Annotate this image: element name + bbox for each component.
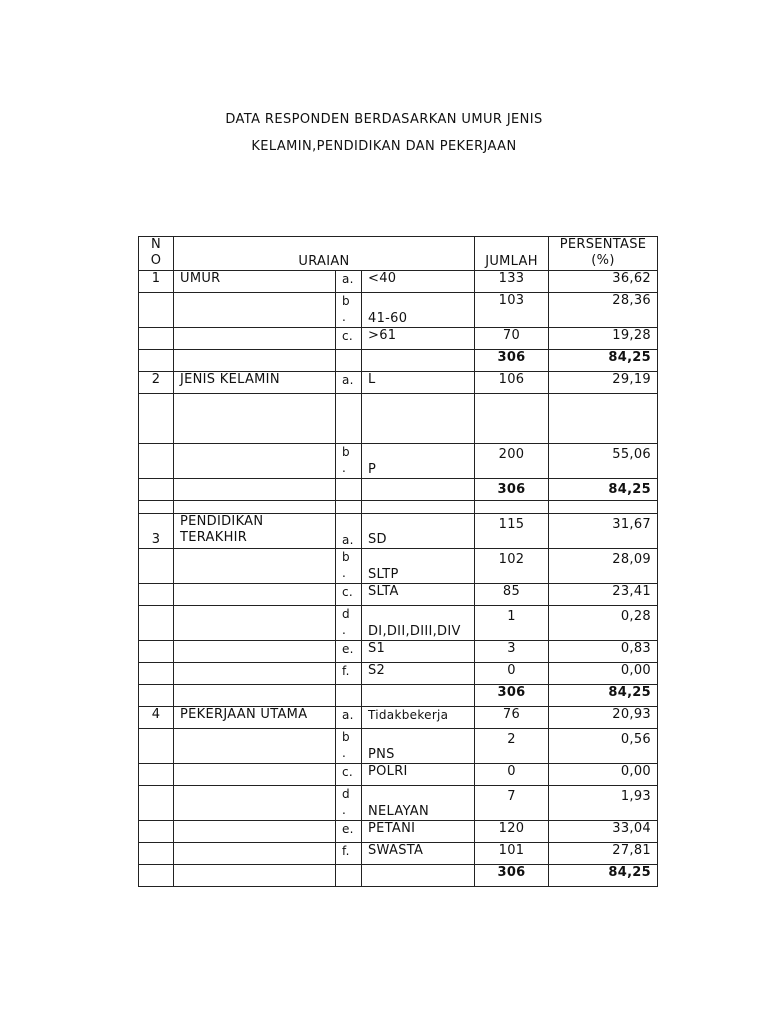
table-row	[139, 514, 658, 549]
item-text: SD	[362, 514, 475, 549]
item-text: POLRI	[362, 764, 475, 786]
item-jumlah: 106	[475, 372, 549, 394]
item-jumlah: 0	[475, 764, 549, 786]
item-letter: a.	[336, 372, 362, 394]
table-row	[139, 584, 658, 606]
item-text: >61	[362, 328, 475, 350]
item-persentase: 31,67	[549, 514, 658, 549]
item-text: S2	[362, 663, 475, 685]
table-row	[139, 786, 658, 821]
document-title-line2: KELAMIN,PENDIDIKAN DAN PEKERJAAN	[251, 139, 517, 154]
total-jumlah: 306	[475, 350, 549, 372]
item-persentase: 0,28	[549, 606, 658, 641]
header-uraian: URAIAN	[174, 237, 475, 271]
item-text: <40	[362, 271, 475, 293]
table-row	[139, 821, 658, 843]
total-jumlah: 306	[475, 479, 549, 501]
group-label: PENDIDIKAN TERAKHIR	[174, 514, 336, 549]
item-text: NELAYAN	[362, 786, 475, 821]
total-persentase: 84,25	[549, 685, 658, 707]
item-text: SWASTA	[362, 843, 475, 865]
item-letter: d .	[336, 786, 362, 821]
item-persentase: 36,62	[549, 271, 658, 293]
item-text: P	[362, 444, 475, 479]
item-letter: f.	[336, 843, 362, 865]
table-row	[139, 549, 658, 584]
item-letter: c.	[336, 584, 362, 606]
table-spacer-row	[139, 394, 658, 444]
item-text: S1	[362, 641, 475, 663]
table-total-row	[139, 865, 658, 887]
header-jumlah: JUMLAH	[475, 237, 549, 271]
item-persentase: 33,04	[549, 821, 658, 843]
item-persentase: 28,36	[549, 293, 658, 328]
table-row	[139, 843, 658, 865]
item-letter: a.	[336, 271, 362, 293]
group-number: 4	[139, 707, 174, 729]
item-persentase: 20,93	[549, 707, 658, 729]
item-letter: b .	[336, 293, 362, 328]
table-total-row	[139, 685, 658, 707]
total-jumlah: 306	[475, 685, 549, 707]
table-spacer-row	[139, 501, 658, 514]
document-title-line1: DATA RESPONDEN BERDASARKAN UMUR JENIS	[225, 112, 543, 127]
table-row	[139, 444, 658, 479]
respondent-data-table	[138, 236, 658, 887]
item-persentase: 0,83	[549, 641, 658, 663]
table-header-row	[139, 237, 658, 271]
group-label: PEKERJAAN UTAMA	[174, 707, 336, 729]
item-letter: a.	[336, 514, 362, 549]
total-persentase: 84,25	[549, 350, 658, 372]
group-label: JENIS KELAMIN	[174, 372, 336, 394]
header-persentase: PERSENTASE (%)	[549, 237, 658, 271]
table-row	[139, 729, 658, 764]
item-letter: a.	[336, 707, 362, 729]
item-jumlah: 7	[475, 786, 549, 821]
item-text: SLTA	[362, 584, 475, 606]
item-jumlah: 115	[475, 514, 549, 549]
table-row	[139, 293, 658, 328]
item-jumlah: 76	[475, 707, 549, 729]
item-jumlah: 200	[475, 444, 549, 479]
item-persentase: 29,19	[549, 372, 658, 394]
item-letter: c.	[336, 764, 362, 786]
item-letter: d .	[336, 606, 362, 641]
table-row	[139, 641, 658, 663]
item-persentase: 0,56	[549, 729, 658, 764]
table-row	[139, 606, 658, 641]
item-text: PETANI	[362, 821, 475, 843]
item-persentase: 27,81	[549, 843, 658, 865]
total-jumlah: 306	[475, 865, 549, 887]
item-jumlah: 3	[475, 641, 549, 663]
item-persentase: 0,00	[549, 764, 658, 786]
item-persentase: 55,06	[549, 444, 658, 479]
item-letter: f.	[336, 663, 362, 685]
group-label: UMUR	[174, 271, 336, 293]
table-row	[139, 328, 658, 350]
table-row	[139, 764, 658, 786]
item-text: L	[362, 372, 475, 394]
item-jumlah: 103	[475, 293, 549, 328]
item-letter: c.	[336, 328, 362, 350]
item-persentase: 28,09	[549, 549, 658, 584]
table-row	[139, 271, 658, 293]
item-persentase: 0,00	[549, 663, 658, 685]
item-jumlah: 0	[475, 663, 549, 685]
item-jumlah: 1	[475, 606, 549, 641]
table-row	[139, 372, 658, 394]
item-persentase: 23,41	[549, 584, 658, 606]
item-jumlah: 2	[475, 729, 549, 764]
table-row	[139, 663, 658, 685]
total-persentase: 84,25	[549, 865, 658, 887]
item-text: PNS	[362, 729, 475, 764]
item-jumlah: 85	[475, 584, 549, 606]
table-total-row	[139, 479, 658, 501]
item-letter: e.	[336, 821, 362, 843]
item-letter: b .	[336, 729, 362, 764]
item-persentase: 19,28	[549, 328, 658, 350]
item-text: DI,DII,DIII,DIV	[362, 606, 475, 641]
item-jumlah: 133	[475, 271, 549, 293]
group-number: 2	[139, 372, 174, 394]
group-number: 1	[139, 271, 174, 293]
item-jumlah: 102	[475, 549, 549, 584]
item-jumlah: 120	[475, 821, 549, 843]
group-number: 3	[139, 514, 174, 549]
total-persentase: 84,25	[549, 479, 658, 501]
item-jumlah: 101	[475, 843, 549, 865]
item-text: Tidakbekerja	[362, 707, 475, 729]
item-text: 41-60	[362, 293, 475, 328]
item-letter: e.	[336, 641, 362, 663]
table-row	[139, 707, 658, 729]
item-jumlah: 70	[475, 328, 549, 350]
table-total-row	[139, 350, 658, 372]
item-text: SLTP	[362, 549, 475, 584]
item-persentase: 1,93	[549, 786, 658, 821]
item-letter: b .	[336, 444, 362, 479]
item-letter: b .	[336, 549, 362, 584]
header-no: N O	[139, 237, 174, 271]
